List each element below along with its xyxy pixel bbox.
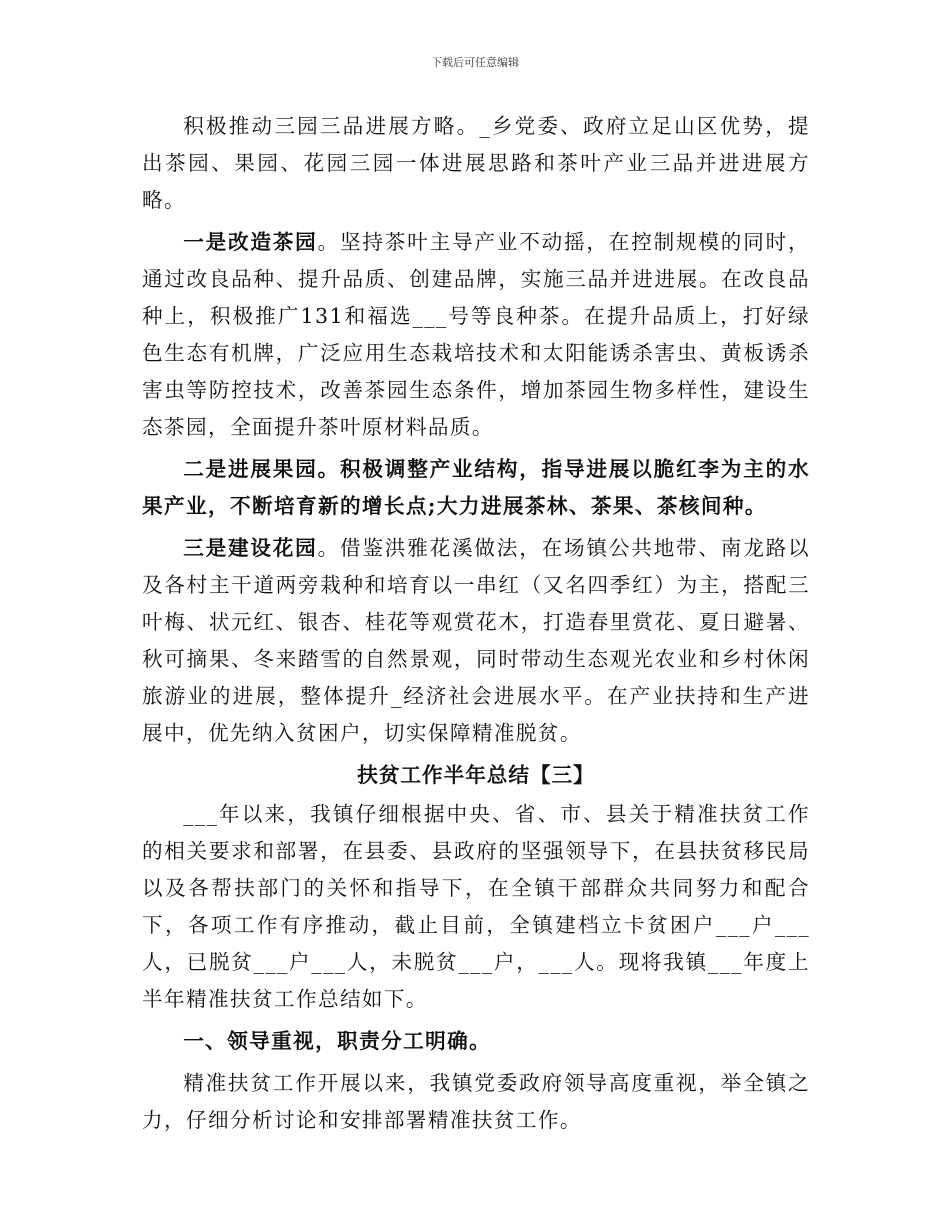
paragraph-lead: 二是进展果园。积极调整产业结构，指导进展以脆红李为主的水果产业，不断培育新的增长点;大力进展茶林、茶果、茶核间种。: [142, 457, 810, 518]
paragraph-text: 积极推动三园三品进展方略。_乡党委、政府立足山区优势，提出茶园、果园、花园三园一体进展思路和茶叶产业三品并进进展方略。: [142, 114, 810, 212]
paragraph-text: 。借鉴洪雅花溪做法，在场镇公共地带、南龙路以及各村主干道两旁栽种和培育以一串红（又名四季红）为主，搭配三叶梅、状元红、银杏、桂花等观赏花木，打造春里赏花、夏日避暑、秋可摘果、冬来踏雪的自然景观，同时带动生态观光农业和乡村休闲旅游业的进展，整体提升_经济社会进展水平。在产业扶持和生产进展中，优先纳入贫困户，切实保障精准脱贫。: [142, 536, 810, 745]
paragraph-leadership: [142, 1065, 810, 1139]
paragraph-text: 精准扶贫工作开展以来，我镇党委政府领导高度重视，举全镇之力，仔细分析讨论和安排部署精准扶贫工作。: [142, 1071, 810, 1132]
paragraph-text: 。坚持茶叶主导产业不动摇，在控制规模的同时，通过改良品种、提升品质、创建品牌，实施三品并进进展。在改良品种上，积极推广131和福选___号等良种茶。在提升品质上，打好绿色生态有机牌，广泛应用生态栽培技术和太阳能诱杀害虫、黄板诱杀害虫等防控技术，改善茶园生态条件，增加茶园生物多样性，建设生态茶园，全面提升茶叶原材料品质。: [142, 230, 810, 439]
paragraph-orchard: [142, 451, 810, 525]
paragraph-flower-garden: [142, 530, 810, 752]
paragraph-tea-garden: [142, 224, 810, 446]
subheading-leadership: [142, 1023, 810, 1060]
document-body: [142, 108, 810, 1144]
paragraph-lead: 一是改造茶园: [183, 230, 318, 254]
paragraph-lead: 三是建设花园: [183, 536, 318, 560]
section-title: 扶贫工作半年总结【三】: [357, 763, 595, 787]
paragraph-intro: [142, 796, 810, 1018]
subheading-text: 一、领导重视，职责分工明确。: [183, 1029, 492, 1053]
paragraph-strategy: [142, 108, 810, 219]
page-header: 下载后可任意编辑: [431, 56, 519, 69]
paragraph-text: ___年以来，我镇仔细根据中央、省、市、县关于精准扶贫工作的相关要求和部署，在县委、县政府的坚强领导下，在县扶贫移民局以及各帮扶部门的关怀和指导下，在全镇干部群众共同努力和配合下，各项工作有序推动，截止目前，全镇建档立卡贫困户___户___人，已脱贫___户___人，未脱贫___户，___人。现将我镇___年度上半年精准扶贫工作总结如下。: [142, 802, 810, 1011]
